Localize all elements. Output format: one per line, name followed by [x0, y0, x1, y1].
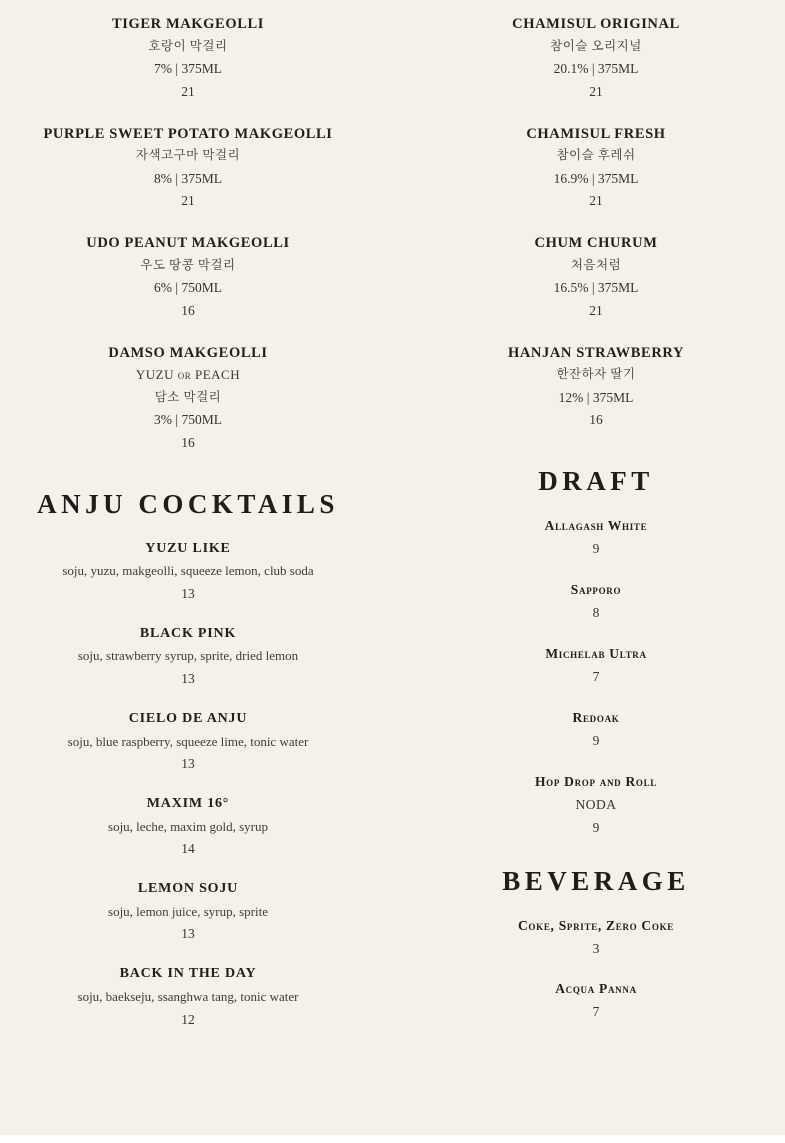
cocktail-price: 14 [181, 841, 195, 857]
menu-item [12, 124, 364, 214]
draft-name: Sapporo [570, 582, 622, 598]
menu-item [12, 233, 364, 323]
item-price: 21 [589, 193, 603, 209]
cocktail-price: 13 [181, 926, 195, 942]
cocktail-price: 12 [181, 1011, 195, 1027]
cocktail-description: soju, lemon juice, syrup, sprite [108, 903, 268, 919]
draft-name: Allagash White [544, 518, 648, 534]
draft-item [420, 771, 772, 840]
draft-price: 7 [592, 668, 600, 684]
right-column [392, 14, 784, 1048]
cocktail-item [12, 878, 364, 946]
item-spec: 8% | 375ML [154, 170, 222, 186]
cocktail-price: 13 [181, 756, 195, 772]
item-name-korean: 우도 땅콩 막걸리 [140, 257, 236, 272]
draft-item [420, 707, 772, 753]
cocktail-name: CIELO DE ANJU [128, 711, 248, 727]
item-name-korean: 자색고구마 막걸리 [135, 148, 241, 163]
cocktail-name: YUZU LIKE [145, 541, 231, 556]
cocktail-item [12, 623, 364, 691]
cocktail-description: soju, leche, maxim gold, syrup [108, 818, 268, 834]
item-spec: 7% | 375ML [154, 61, 222, 76]
cocktail-description: soju, blue raspberry, squeeze lime, tonic water [67, 733, 309, 749]
menu-item [420, 233, 772, 323]
draft-item [420, 579, 772, 625]
item-price: 21 [181, 83, 195, 99]
item-spec: 3% | 750ML [154, 412, 222, 428]
section-heading-beverage: BEVERAGE [502, 865, 690, 896]
cocktail-price: 13 [181, 586, 195, 602]
draft-price: 9 [592, 541, 600, 557]
item-name: TIGER MAKGEOLLI [111, 16, 264, 32]
item-spec: 6% | 750ML [154, 280, 222, 296]
item-spec: 20.1% | 375ML [553, 61, 639, 76]
item-price: 16 [181, 435, 195, 451]
item-name: HANJAN STRAWBERRY [507, 344, 685, 361]
item-name-korean: 참이슬 오리지널 [550, 38, 642, 53]
cocktail-item [12, 708, 364, 776]
item-price: 16 [589, 412, 603, 428]
item-name: PURPLE SWEET POTATO MAKGEOLLI [43, 125, 333, 142]
left-column [0, 14, 392, 1048]
item-spec: 12% | 375ML [558, 389, 634, 405]
beverage-price: 3 [592, 940, 600, 956]
menu-item [420, 124, 772, 214]
item-spec: 16.5% | 375ML [553, 280, 639, 296]
item-price: 21 [589, 83, 603, 99]
item-name: CHAMISUL FRESH [526, 125, 666, 142]
item-name: CHAMISUL ORIGINAL [512, 16, 680, 32]
cocktail-name: MAXIM 16° [146, 796, 230, 812]
beverage-item [420, 915, 772, 961]
cocktail-item [12, 963, 364, 1031]
item-name-korean: 참이슬 후레쉬 [556, 148, 636, 163]
cocktail-item [12, 793, 364, 861]
menu-item [420, 343, 772, 433]
cocktail-item [12, 538, 364, 606]
draft-name: Hop Drop and Roll [534, 773, 658, 789]
cocktail-description: soju, yuzu, makgeolli, squeeze lemon, club soda [62, 563, 314, 579]
menu-columns [0, 14, 785, 1048]
draft-name: Michelab Ultra [545, 646, 647, 661]
cocktail-description: soju, baekseju, ssanghwa tang, tonic water [77, 988, 299, 1004]
section-heading-anju-cocktails: ANJU COCKTAILS [37, 489, 339, 519]
draft-name: Redoak [572, 709, 620, 725]
cocktail-name: BLACK PINK [139, 626, 237, 642]
item-name: UDO PEANUT MAKGEOLLI [86, 235, 290, 252]
cocktail-name: LEMON SOJU [137, 881, 239, 897]
draft-price: 8 [592, 605, 600, 621]
section-heading-draft: DRAFT [538, 466, 654, 497]
beverage-item [420, 978, 772, 1024]
beverage-price: 7 [592, 1004, 600, 1020]
item-name-korean: 한잔하자 딸기 [556, 367, 636, 382]
cocktail-price: 13 [181, 671, 195, 687]
draft-item [420, 515, 772, 561]
beverage-name: Acqua Panna [555, 981, 637, 997]
item-name-korean: 처음처럼 [570, 257, 622, 272]
item-name: DAMSO MAKGEOLLI [108, 344, 268, 361]
item-variant: YUZU or PEACH [135, 367, 241, 383]
menu-item [12, 14, 364, 104]
cocktail-description: soju, strawberry syrup, sprite, dried lemon [77, 648, 299, 664]
menu-item [12, 343, 364, 455]
cocktail-name: BACK IN THE DAY [119, 966, 257, 982]
page-bottom-edge [0, 1135, 785, 1143]
draft-price: 9 [592, 819, 600, 835]
item-spec: 16.9% | 375ML [553, 170, 639, 186]
item-price: 21 [589, 302, 603, 318]
draft-price: 9 [592, 732, 600, 748]
item-name-korean: 호랑이 막걸리 [148, 38, 228, 53]
draft-brewery: NODA [575, 796, 617, 812]
item-price: 16 [181, 302, 195, 318]
draft-item [420, 643, 772, 689]
item-price: 21 [181, 193, 195, 209]
menu-item [420, 14, 772, 104]
item-name: CHUM CHURUM [534, 235, 658, 252]
item-name-korean: 담소 막걸리 [154, 390, 222, 405]
beverage-name: Coke, Sprite, Zero Coke [517, 917, 674, 933]
